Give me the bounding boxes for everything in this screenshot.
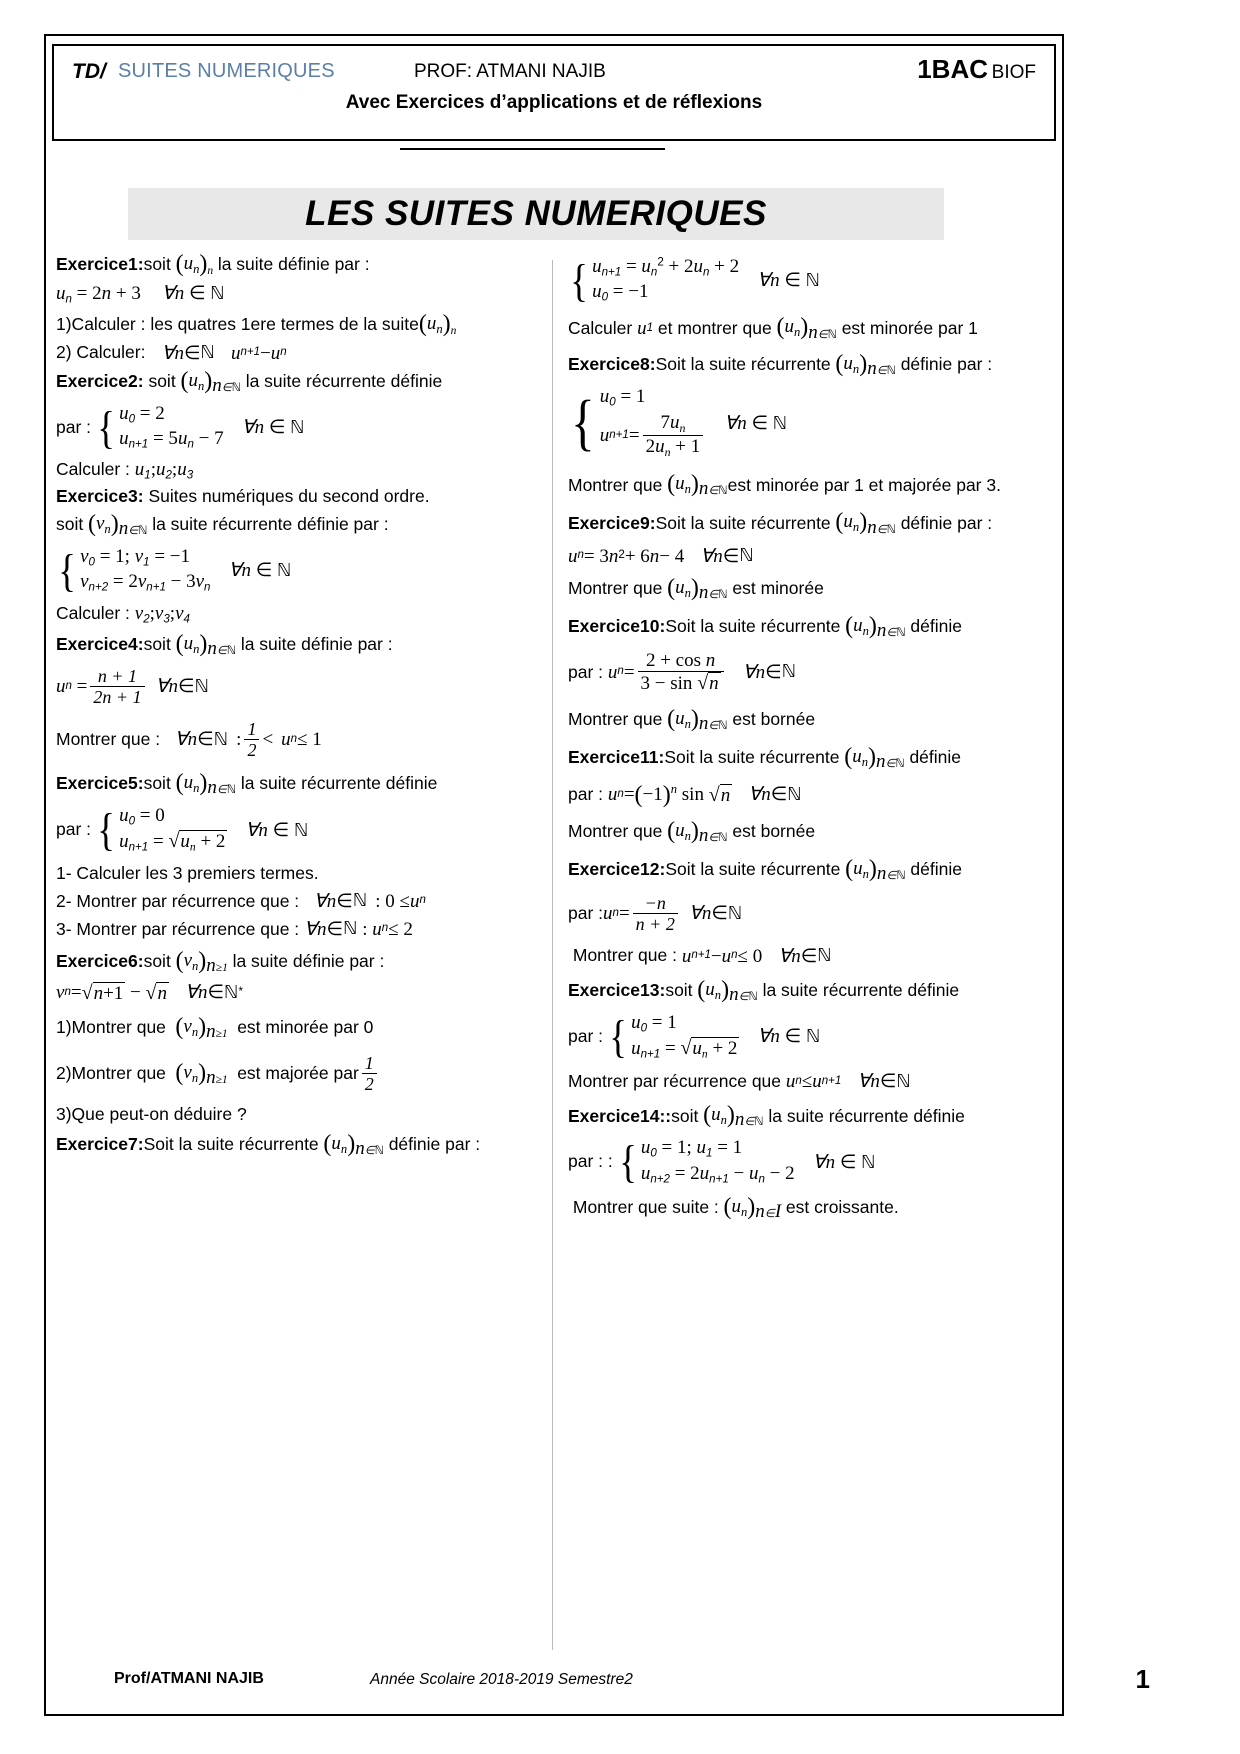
exercise-3-sequence: $(v_n)_{n\in ℕ}$	[87, 510, 148, 540]
exercise-3-system-row-1: $v_0 = 1$; $v_1 = -1$	[80, 546, 190, 569]
exercise-10-label: Exercice10:	[568, 616, 666, 637]
exercise-8-fraction-denominator: $2u_n + 1$	[643, 435, 704, 459]
exercise-9-show-sequence: $(u_n)_{n\in ℕ}$	[667, 574, 728, 603]
exercise-11-show-sequence: $(u_n)_{n\in ℕ}$	[667, 817, 728, 847]
left-brace-icon: {	[618, 1136, 637, 1188]
exercise-8-system-row-1: $u_0 = 1$	[599, 385, 646, 409]
exercise-6-label: Exercice6:	[56, 951, 144, 972]
header-professor: PROF: ATMANI NAJIB	[414, 61, 606, 82]
exercise-2-system-row-1: $u_0 = 2$	[119, 402, 165, 426]
exercise-2-heading	[56, 369, 544, 395]
exercise-8-system-quantifier: ∀n ∈ ℕ	[724, 412, 788, 434]
exercise-11-formula: par : u n = $(-1)^n$ sin √n ∀n ∈ ℕ	[568, 781, 802, 808]
exercise-2-intro-b: la suite récurrente définie	[245, 370, 443, 391]
exercise-7-system-row-1: $u_{n+1} = u_n^2 + 2u_n + 2$	[592, 256, 740, 279]
exercise-11-intro-b: définie	[909, 747, 962, 768]
exercise-6-question-3: 3)Que peut-on déduire ?	[56, 1104, 247, 1125]
exercise-7-heading	[56, 1132, 544, 1158]
exercise-14-label: Exercice14::	[568, 1105, 672, 1126]
exercise-6-q1-a: 1)Montrer que	[56, 1017, 166, 1038]
exercise-10-heading	[568, 614, 1056, 640]
exercise-13-intro-b: la suite récurrente définie	[762, 979, 960, 1000]
exercise-5-system-row-2: $u_{n+1} = √u_n + 2$	[119, 830, 226, 854]
header-td-label: TD/	[72, 60, 106, 83]
exercise-6-q2-a: 2)Montrer que	[56, 1063, 166, 1084]
exercise-6-q2-b: est majorée par	[237, 1063, 359, 1084]
exercise-6-sequence: $(v_n)_{n\ge 1}$	[175, 947, 228, 976]
footer-school-year: Année Scolaire 2018-2019 Semestre2	[370, 1671, 633, 1688]
exercise-8-show-a: Montrer que	[568, 474, 663, 495]
column-divider	[552, 260, 553, 1650]
exercise-1-q1-text: 1)Calculer : les quatres 1ere termes de la suite	[56, 313, 419, 334]
exercise-2-system-quantifier: ∀n ∈ ℕ	[241, 416, 305, 438]
exercise-1-intro-b: la suite définie par :	[217, 254, 370, 275]
exercise-13-heading	[568, 978, 1056, 1004]
exercise-12-fraction	[633, 893, 678, 934]
exercise-14-sequence: $(u_n)_{n\in ℕ}$	[703, 1102, 764, 1131]
exercise-3-line2-b: la suite récurrente définie par :	[152, 514, 389, 535]
exercise-7-task: Calculer u 1 et montrer que $(u_n)_{n\in ℕ}$ est minorée par 1	[568, 314, 978, 343]
exercise-11-label: Exercice11:	[568, 747, 665, 768]
exercise-7-task-b: et montrer que	[657, 317, 772, 338]
exercise-10-show	[568, 707, 1056, 733]
left-brace-icon: {	[570, 254, 588, 306]
exercise-5-label: Exercice5:	[56, 772, 144, 793]
exercise-6-question-1	[56, 1015, 544, 1041]
exercise-8-sequence: $(u_n)_{n\in ℕ}$	[835, 350, 896, 379]
exercise-7-label: Exercice7:	[56, 1134, 144, 1155]
header-level-suffix: BIOF	[991, 62, 1036, 83]
exercise-3-line-2	[56, 512, 544, 538]
exercise-4-fraction-numerator: n + 1	[97, 666, 138, 686]
exercise-14-show-a: Montrer que suite :	[572, 1197, 719, 1218]
exercise-12-intro-b: définie	[910, 859, 962, 880]
exercise-5-question-2: 2- Montrer par récurrence que : ∀n ∈ ℕ : 0 ≤ u n	[56, 890, 426, 912]
exercise-13-par-label: par :	[568, 1026, 604, 1047]
exercise-5-heading	[56, 771, 544, 797]
exercise-6-question-2	[56, 1053, 544, 1094]
exercise-10-fraction-denominator: 3 − sin √n	[638, 671, 724, 694]
exercise-14-show	[568, 1195, 1056, 1221]
exercise-10-show-a: Montrer que	[568, 708, 663, 729]
exercise-3-system	[56, 544, 544, 597]
exercise-4-intro-a: soit	[143, 634, 171, 655]
exercise-13-system	[568, 1010, 1056, 1064]
exercise-12-intro-a: Soit la suite récurrente	[665, 859, 841, 880]
exercise-14-system	[568, 1135, 1056, 1188]
exercise-7-system-quantifier: ∀n ∈ ℕ	[757, 270, 821, 292]
exercise-10-show-sequence: $(u_n)_{n\in ℕ}$	[667, 705, 728, 734]
exercise-1-question-1	[56, 312, 544, 338]
exercise-2-par-label: par :	[56, 416, 92, 437]
exercise-4-sequence: $(u_n)_{n\in ℕ}$	[175, 630, 237, 659]
header-subtitle: Avec Exercices d’applications et de réflexions	[345, 92, 763, 113]
content-columns	[52, 252, 1056, 1652]
exercise-9-sequence: $(u_n)_{n\in ℕ}$	[835, 509, 896, 538]
exercise-7-intro-b: définie par :	[388, 1134, 481, 1155]
exercise-13-intro-a: soit	[665, 979, 693, 1000]
exercise-13-system-row-2: $u_{n+1} = √u_n + 2$	[631, 1036, 738, 1061]
exercise-14-heading	[568, 1103, 1056, 1129]
exercise-12-fraction-numerator: −n	[644, 893, 666, 914]
exercise-6-heading	[56, 949, 544, 975]
exercise-14-system-quantifier: ∀n ∈ ℕ	[812, 1151, 876, 1173]
exercise-1-heading	[56, 252, 544, 278]
exercise-7-task-c: est minorée par 1	[841, 317, 978, 338]
exercise-4-fraction	[90, 666, 144, 707]
exercise-13-sequence: $(u_n)_{n\in ℕ}$	[697, 976, 758, 1005]
exercise-10-fraction-numerator: 2 + cos n	[645, 649, 716, 671]
exercise-14-system-row-1: $u_0 = 1$; $u_1 = 1$	[640, 1137, 743, 1161]
left-brace-icon: {	[609, 1011, 627, 1063]
exercise-8-show	[568, 472, 1056, 498]
exercise-11-show	[568, 819, 1056, 845]
document-title-band	[128, 188, 944, 240]
page-title: LES SUITES NUMERIQUES	[305, 194, 767, 233]
exercise-13-show: Montrer par récurrence que u n ≤ u n+1 ∀n ∈ ℕ	[568, 1070, 911, 1093]
exercise-8-label: Exercice8:	[568, 353, 656, 374]
exercise-3-heading	[56, 488, 544, 506]
exercise-5-system-row-1: $u_0 = 0$	[119, 804, 165, 828]
exercise-5-question-1: 1- Calculer les 3 premiers termes.	[56, 863, 319, 884]
exercise-8-fraction-numerator: $7u_n$	[660, 412, 686, 435]
exercise-4-label: Exercice4:	[56, 634, 144, 655]
exercise-5-intro-b: la suite récurrente définie	[240, 772, 438, 793]
exercise-14-intro-b: la suite récurrente définie	[768, 1105, 965, 1126]
exercise-14-par-label: par : :	[568, 1151, 613, 1172]
exercise-7-task-a: Calculer	[568, 317, 633, 338]
exercise-4-fraction-denominator: 2n + 1	[90, 686, 144, 707]
exercise-11-show-b: est bornée	[732, 821, 816, 842]
header-top-row	[54, 46, 1054, 90]
exercise-7-sequence: $(u_n)_{n\in ℕ}$	[323, 1130, 384, 1160]
exercise-8-system-row-2: u n+1 = $\frac{7u_n}{2u_n + 1}$	[600, 412, 706, 459]
exercise-9-intro-a: Soit la suite récurrente	[655, 512, 831, 533]
exercise-3-system-row-2: $v_{n+2} = 2v_{n+1} - 3v_n$	[80, 571, 211, 595]
exercise-4-formula: u n = $\frac{n + 1}{2n + 1}$ ∀n ∈ ℕ	[56, 666, 210, 708]
exercise-12-par-label: par :	[568, 903, 604, 924]
exercise-6-q1-b: est minorée par 0	[237, 1017, 374, 1038]
exercise-8-fraction	[643, 412, 704, 459]
exercise-11-heading	[568, 745, 1056, 771]
exercise-10-intro-b: définie	[910, 616, 962, 637]
left-brace-icon: {	[97, 401, 115, 453]
exercise-9-heading	[568, 510, 1056, 536]
exercise-14-system-row-2: $u_{n+2} = 2u_{n+1} - u_n - 2$	[640, 1162, 795, 1186]
exercise-8-intro-b: définie par :	[900, 353, 993, 374]
header-subject: SUITES NUMERIQUES	[118, 60, 335, 82]
header-rule	[400, 148, 665, 150]
exercise-2-sequence: $(u_n)_{n\in ℕ}$	[180, 367, 241, 396]
exercise-10-show-b: est bornée	[732, 708, 816, 729]
exercise-5-system	[56, 803, 544, 857]
header-box	[52, 44, 1056, 141]
exercise-6-intro-a: soit	[143, 951, 171, 972]
left-brace-icon: {	[58, 545, 76, 596]
exercise-10-sequence: $(u_n)_{n\in ℕ}$	[845, 612, 906, 641]
exercise-3-intro: Suites numériques du second ordre.	[148, 486, 430, 507]
exercise-1-intro-a: soit	[143, 254, 171, 275]
exercise-11-show-a: Montrer que	[568, 821, 663, 842]
exercise-8-show-b: est minorée par 1 et majorée par 3.	[727, 474, 1001, 495]
exercise-3-system-quantifier: ∀n ∈ ℕ	[228, 560, 292, 582]
exercise-10-intro-a: Soit la suite récurrente	[665, 616, 841, 637]
exercise-5-intro-a: soit	[143, 772, 171, 793]
left-column	[56, 252, 544, 1164]
exercise-3-line2-a: soit	[56, 514, 84, 535]
footer-professor: Prof/ATMANI NAJIB	[114, 1670, 264, 1687]
exercise-14-intro-a: soit	[671, 1105, 699, 1126]
exercise-5-sequence: $(u_n)_{n\in ℕ}$	[175, 769, 237, 798]
exercise-12-show: Montrer que : u n+1 − u n ≤ 0 ∀n ∈ ℕ	[568, 945, 832, 967]
footer-page-number: 1	[1135, 1664, 1150, 1694]
exercise-7-task-sequence: $(u_n)_{n\in ℕ}$	[776, 314, 837, 343]
exercise-2-calculate: Calculer : $u_1;u_2;u_3$	[56, 459, 194, 482]
exercise-9-show-b: est minorée	[732, 577, 824, 598]
exercise-9-show-a: Montrer que	[568, 577, 663, 598]
exercise-2-system-row-2: $u_{n+1} = 5u_n - 7$	[119, 427, 224, 451]
exercise-1-q2-text: 2) Calculer:	[56, 342, 146, 363]
exercise-1-label: Exercice1:	[56, 254, 144, 275]
exercise-9-formula: u n = 3 n 2 + 6 n − 4 ∀n ∈ ℕ	[568, 545, 754, 567]
exercise-13-system-row-1: $u_0 = 1$	[631, 1011, 677, 1035]
exercise-4-half-fraction: $\frac{1}{2}$	[244, 719, 259, 760]
header-level: 1BAC	[917, 54, 988, 84]
exercise-8-intro-a: Soit la suite récurrente	[655, 353, 831, 374]
exercise-6-q1-sequence: $(v_n)_{n\ge 1}$	[175, 1013, 228, 1043]
exercise-2-intro-a: soit	[148, 370, 176, 391]
exercise-4-show: Montrer que : ∀n ∈ ℕ : $\frac{1}{2}$ < u n ≤ 1	[56, 719, 322, 761]
right-column	[568, 252, 1056, 1227]
page-footer	[52, 1664, 1188, 1704]
exercise-12-label: Exercice12:	[568, 859, 666, 880]
exercise-6-q2-sequence: $(v_n)_{n\ge 1}$	[175, 1059, 228, 1088]
exercise-11-sequence: $(u_n)_{n\in ℕ}$	[844, 743, 905, 772]
exercise-2-label: Exercice2:	[56, 370, 144, 391]
exercise-12-formula: par : u n = $\frac{-n}{n + 2}$ ∀n ∈ ℕ	[568, 893, 743, 935]
exercise-5-par-label: par :	[56, 819, 92, 840]
exercise-1-question-2: 2) Calculer: ∀n ∈ ℕ u n+1 − u n	[56, 342, 287, 364]
exercise-10-formula: par : u n = $\frac{\text{2 + cos n}}{3 - \sin √n}$ ∀n ∈ ℕ	[568, 649, 797, 695]
exercise-1-q1-sequence: $(u_n)_n$	[418, 310, 457, 338]
left-brace-icon: {	[570, 388, 595, 457]
exercise-10-par-label: par :	[568, 661, 604, 682]
exercise-9-show	[568, 576, 1056, 602]
exercise-12-heading	[568, 857, 1056, 883]
left-brace-icon: {	[97, 804, 115, 856]
exercise-13-system-quantifier: ∀n ∈ ℕ	[757, 1026, 821, 1048]
exercise-7-system-row-2: $u_0 = -1$	[592, 281, 649, 304]
exercise-14-show-sequence: $(u_n)_{n\in I}$	[723, 1193, 782, 1223]
exercise-8-show-sequence: $(u_n)_{n\in ℕ}$	[667, 471, 728, 500]
exercise-1-sequence: $(u_n)_n$	[175, 251, 214, 278]
exercise-10-fraction	[638, 650, 724, 695]
exercise-1-formula: $u_n = 2n + 3$ ∀n ∈ ℕ	[56, 282, 225, 306]
exercise-7-intro-a: Soit la suite récurrente	[143, 1134, 319, 1155]
exercise-3-calculate: Calculer : $v_2;v_3;v_4$	[56, 602, 190, 626]
exercise-13-label: Exercice13:	[568, 979, 666, 1000]
exercise-6-formula: v n = √n+1 − √n ∀n ∈ ℕ *	[56, 981, 243, 1004]
exercise-9-intro-b: définie par :	[900, 512, 993, 533]
exercise-8-heading	[568, 352, 1056, 378]
exercise-12-sequence: $(u_n)_{n\in ℕ}$	[845, 856, 906, 885]
exercise-7-system	[568, 254, 1056, 307]
exercise-5-system-quantifier: ∀n ∈ ℕ	[245, 819, 309, 841]
exercise-4-intro-b: la suite définie par :	[240, 634, 393, 655]
exercise-5-question-3: 3- Montrer par récurrence que : ∀n ∈ ℕ : u n ≤ 2	[56, 918, 413, 940]
exercise-6-intro-b: la suite définie par :	[232, 951, 385, 972]
exercise-11-intro-a: Soit la suite récurrente	[664, 747, 840, 768]
exercise-2-system	[56, 401, 544, 454]
exercise-6-half-fraction: $\frac{1}{2}$	[362, 1053, 377, 1094]
exercise-14-show-b: est croissante.	[785, 1197, 899, 1218]
exercise-11-par-label: par :	[568, 784, 604, 805]
exercise-12-fraction-denominator: n + 2	[633, 913, 678, 934]
exercise-3-label: Exercice3:	[56, 486, 144, 507]
exercise-4-heading	[56, 632, 544, 658]
exercise-9-label: Exercice9:	[568, 512, 656, 533]
exercise-8-system	[568, 384, 1056, 462]
